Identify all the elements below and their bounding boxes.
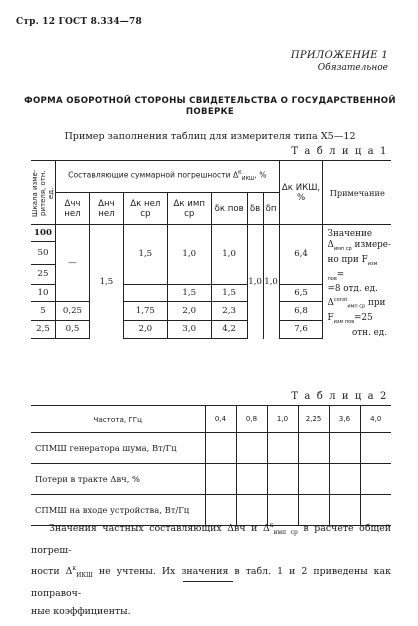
table1-note-header: Примечание [323, 161, 391, 225]
c4-value-2-5: 3,0 [167, 320, 211, 339]
table1-caption: Т а б л и ц а 1 [291, 146, 388, 157]
freq-3: 1,0 [267, 406, 298, 433]
freq-5: 3,6 [329, 406, 360, 433]
example-line: Пример заполнения таблиц для измерителя типа Х5—12 [64, 131, 356, 142]
note-line-3: но при $F_{изм пов}=$ [327, 254, 378, 282]
table1-col-5: δк пов [211, 193, 247, 225]
form-title [20, 96, 400, 118]
row-spmsh-generator: СПМШ генератора шума, Вт/Гц [31, 433, 205, 464]
note-line-5: $\Delta^{const}_{имп ср}$ при [327, 297, 386, 310]
group-header-sup: К [238, 170, 242, 177]
group-header-tail: , % [254, 171, 267, 180]
note-line-7: отн. ед. [351, 327, 387, 338]
table1-scale-header [31, 161, 56, 225]
footnote [31, 517, 391, 621]
c1-value-5: 0,25 [56, 301, 90, 320]
c3-value-2-5: 2,0 [123, 320, 167, 339]
table1 [31, 160, 391, 339]
total-3: 6,8 [279, 301, 323, 320]
table1-total-header: Δк ИКШ, % [279, 161, 323, 225]
table1-col-1: Δчч нел [56, 193, 90, 225]
appendix-title: ПРИЛОЖЕНИЕ 1 [290, 50, 388, 61]
table1-col-3: Δк нел ср [123, 193, 167, 225]
c5-value-5: 2,3 [211, 301, 247, 320]
c3-value-5: 1,75 [123, 301, 167, 320]
scale-10: 10 [31, 284, 56, 301]
total-2: 6,5 [279, 284, 323, 301]
table1-col-6: δв [247, 193, 263, 225]
footnote-line-2: ности $\Delta^к_{ИКШ}$ не учтены. Их значения в табл. 1 и 2 приведены как поправоч- [31, 565, 391, 599]
total-4: 7,6 [279, 320, 323, 339]
c1-dash: — [56, 225, 90, 302]
freq-2: 0,8 [236, 406, 267, 433]
c1-value-2-5: 0,5 [56, 320, 90, 339]
page-header: Стр. 12 ГОСТ 8.334—78 [16, 17, 142, 27]
footnote-line-1: Значения частных составляющих Δвч и $\Delta^к_{имп ср}$ в расчете общей погреш- [31, 522, 391, 556]
table2-caption: Т а б л и ц а 2 [291, 391, 388, 402]
form-title-line1: ФОРМА ОБОРОТНОЙ СТОРОНЫ СВИДЕТЕЛЬСТВА О ГОСУДАРСТВЕННОЙ [24, 96, 396, 106]
c5-value-10: 1,5 [211, 284, 247, 301]
scale-100: 100 [31, 225, 56, 242]
freq-1: 0,4 [205, 406, 236, 433]
c3-empty-10 [123, 284, 167, 301]
scale-50: 50 [31, 242, 56, 264]
table1-scale-header-text: Шкала изме-рителя, отн. ед. [31, 168, 55, 217]
note-line-2: $\Delta_{имп ср}$ измере- [327, 240, 391, 252]
group-header-sub: ИКШ [241, 176, 255, 183]
c4-value-top: 1,0 [167, 225, 211, 285]
note-line-6: $F_{изм пов}=25$ [327, 312, 373, 325]
table1-col-7: δп [263, 193, 279, 225]
group-header-text: Составляющие суммарной погрешности Δ [68, 171, 239, 180]
end-rule [183, 581, 233, 582]
footnote-line-3: ные коэффициенты. [31, 606, 131, 617]
table1-group-header [56, 161, 280, 193]
c7-value: 1,0 [263, 225, 279, 339]
total-1: 6,4 [279, 225, 323, 285]
scale-2-5: 2,5 [31, 320, 56, 339]
form-title-line2: ПОВЕРКЕ [185, 107, 235, 117]
note-line-1: Значение [327, 229, 373, 239]
note-line-4: =8 отд. ед. [327, 284, 378, 295]
table1-col-2: Δнч нел [89, 193, 123, 225]
row-losses: Потери в тракте Δвч, % [31, 464, 205, 495]
c5-value-top: 1,0 [211, 225, 247, 285]
c3-value-top: 1,5 [123, 225, 167, 285]
freq-4: 2,25 [298, 406, 329, 433]
c2-value: 1,5 [89, 225, 123, 339]
row-spmsh-input: СПМШ на входе устройства, Вт/Гц [31, 495, 205, 526]
table2 [31, 405, 391, 526]
scale-25: 25 [31, 264, 56, 284]
c6-value: 1,0 [247, 225, 263, 339]
table1-note [323, 225, 391, 339]
c4-value-5: 2,0 [167, 301, 211, 320]
freq-6: 4,0 [360, 406, 391, 433]
c5-value-2-5: 4,2 [211, 320, 247, 339]
c4-value-10: 1,5 [167, 284, 211, 301]
table1-col-4: Δк имп ср [167, 193, 211, 225]
appendix-subtitle: Обязательное [317, 63, 388, 73]
scale-5: 5 [31, 301, 56, 320]
freq-label: Частота, ГГц [31, 406, 205, 433]
